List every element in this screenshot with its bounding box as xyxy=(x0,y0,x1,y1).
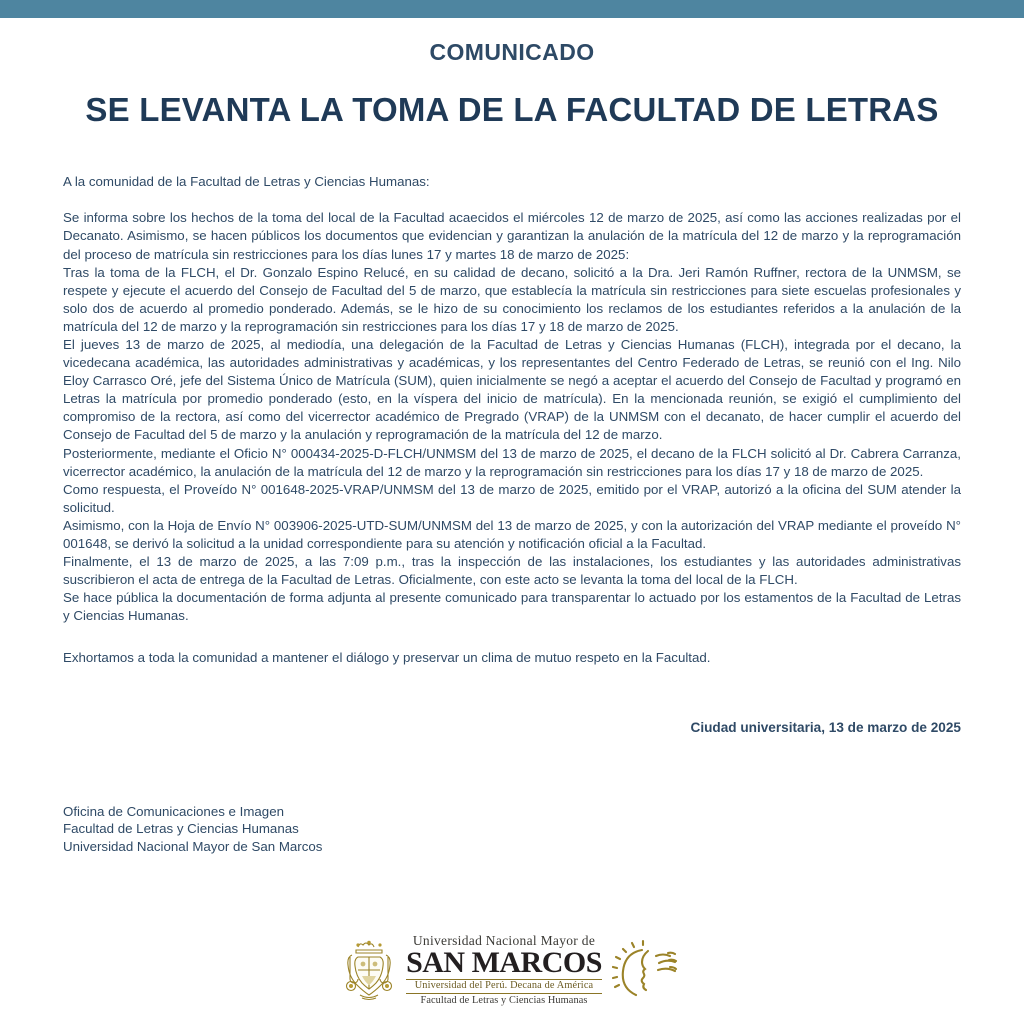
paragraph-2: Tras la toma de la FLCH, el Dr. Gonzalo Espino Relucé, en su calidad de decano, solicitó a la Dra. Jeri Ramón Ruffner, rectora de la UNMSM, se respete y ejecute el acuerdo del Consejo de Facultad del 5 de marzo, que establecía la matrícula sin restricciones para siete escuelas profesionales y solo dos de acuerdo al promedio ponderado. Además, se le hizo de su conocimiento los reclamos de los estudiantes referidos a la anulación de la matrícula del 12 de marzo y la reprogramación sin restricciones para los días 17 y 18 de marzo de 2025. xyxy=(63,264,961,334)
signature-office: Oficina de Comunicaciones e Imagen xyxy=(63,803,284,819)
spacer xyxy=(63,191,961,209)
dateline: Ciudad universitaria, 13 de marzo de 2025 xyxy=(690,719,961,735)
unmsm-wordmark xyxy=(406,934,602,1006)
paragraph-3: El jueves 13 de marzo de 2025, al mediodía, una delegación de la Facultad de Letras y Ciencias Humanas (FLCH), integrada por el decano, la vicedecana académica, las autoridades administrativas y académicas, y los representantes del Centro Federado de Letras, se reunió con el Ing. Nilo Eloy Carrasco Oré, jefe del Sistema Único de Matrícula (SUM), quien inicialmente se negó a aceptar el acuerdo del Consejo de Facultad y programó en Letras la matrícula por promedio ponderado (esto, en la víspera del inicio de matrícula). En la mencionada reunión, se exigió el cumplimiento del compromiso de la rectora, así como del vicerrector académico de Pregrado (VRAP) de la UNMSM con el decanato, de hacer cumplir el acuerdo del Consejo de Facultad del 5 de marzo y la anulación y reprogramación de la matrícula del 12 de marzo. xyxy=(63,336,961,443)
paragraph-4: Posteriormente, mediante el Oficio N° 000434-2025-D-FLCH/UNMSM del 13 de marzo de 2025, el decano de la FLCH solicitó al Dr. Cabrera Carranza, vicerrector académico, la anulación de la matrícula del 12 de marzo y la reprogramación sin restricciones para los días 17 y 18 de marzo de 2025. xyxy=(63,445,961,479)
signature-block xyxy=(63,735,961,856)
paragraph-6: Asimismo, con la Hoja de Envío N° 003906-2025-UTD-SUM/UNMSM del 13 de marzo de 2025, y con la autorización del VRAP mediante el proveído N° 001648, se derivó la solicitud a la unidad correspondiente para su atención y notificación oficial a la Facultad. xyxy=(63,517,961,552)
logo-sub-line: Universidad del Perú. Decana de América xyxy=(406,979,602,993)
paragraph-7: Finalmente, el 13 de marzo de 2025, a las 7:09 p.m., tras la inspección de las instalaciones, los estudiantes y las autoridades administrativas suscribieron el acta de entrega de la Facultad de Letras. Oficialmente, con este acto se levanta la toma del local de la FLCH. xyxy=(63,554,961,588)
document-body xyxy=(63,129,961,667)
signature-university: Universidad Nacional Mayor de San Marcos xyxy=(63,838,323,854)
closing-paragraph: Exhortamos a toda la comunidad a mantener el diálogo y preservar un clima de mutuo respeto en la Facultad. xyxy=(63,650,711,666)
page-title: SE LEVANTA LA TOMA DE LA FACULTAD DE LETRAS xyxy=(85,91,939,129)
logo-faculty-line: Facultad de Letras y Ciencias Humanas xyxy=(420,994,588,1006)
letras-sun-face-icon xyxy=(612,939,682,1001)
signature-faculty: Facultad de Letras y Ciencias Humanas xyxy=(63,821,299,837)
kicker-title: COMUNICADO xyxy=(429,39,595,65)
paragraph-8: Se hace pública la documentación de forma adjunta al presente comunicado para transparentar lo actuado por los estamentos de la Facultad de Letras y Ciencias Humanas. xyxy=(63,590,961,624)
paragraph-1: Se informa sobre los hechos de la toma del local de la Facultad acaecidos el miércoles 12 de marzo de 2025, así como las acciones realizadas por el Decanato. Asimismo, se hacen públicos los documentos que evidencian y garantizan la anulación de la matrícula del 12 de marzo y la reprogramación del proceso de matrícula sin restricciones para los días lunes 17 y martes 18 de marzo de 2025: xyxy=(63,210,961,262)
institutional-logo xyxy=(0,934,1024,1006)
document-header xyxy=(0,18,1024,129)
spacer xyxy=(63,625,961,649)
logo-main-line: SAN MARCOS xyxy=(406,946,602,980)
salutation: A la comunidad de la Facultad de Letras y Ciencias Humanas: xyxy=(63,174,430,190)
top-accent-bar xyxy=(0,0,1024,18)
paragraph-5: Como respuesta, el Proveído N° 001648-2025-VRAP/UNMSM del 13 de marzo de 2025, emitido por el VRAP, autorizó a la oficina del SUM atender la solicitud. xyxy=(63,481,961,515)
unmsm-coat-of-arms-icon xyxy=(342,937,396,1003)
logo-top-line: Universidad Nacional Mayor de xyxy=(412,932,596,948)
